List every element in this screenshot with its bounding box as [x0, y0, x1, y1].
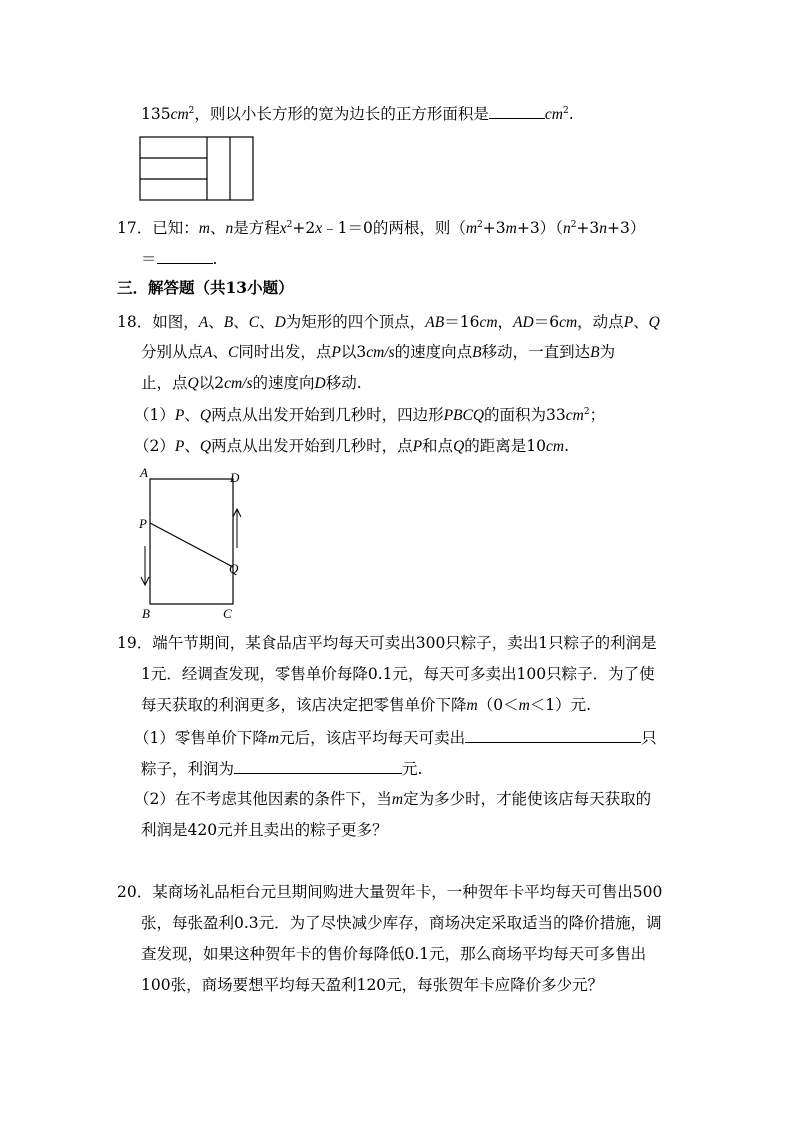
- q19-part1-cont: 粽子，利润为 元.: [141, 760, 423, 778]
- q18-part2: （2）P、Q两点从出发开始到几秒时，点P和点Q的距离是10cm.: [134, 437, 570, 455]
- section-title: 三．解答题（共13小题）: [117, 278, 294, 297]
- answer-blank[interactable]: [489, 103, 545, 119]
- q17-line2: ＝ .: [141, 250, 218, 268]
- q18-part1: （1）P、Q两点从出发开始到几秒时，四边形PBCQ的面积为$33cm^2$；: [134, 406, 606, 424]
- label-c: C: [223, 606, 232, 621]
- q19-part2-cont: 利润是420元并且卖出的粽子更多？: [141, 821, 388, 839]
- q19-line2: 1元．经调查发现，零售单价每降0.1元，每天可多卖出100只粽子．为了使: [141, 665, 655, 683]
- answer-blank[interactable]: [234, 758, 402, 774]
- q18-line3: 止，点Q以2cm/s的速度向D移动.: [141, 374, 362, 392]
- q18-line1: 18．如图，A、B、C、D为矩形的四个顶点，AB＝16cm，AD＝6cm，动点P、Q: [117, 313, 660, 331]
- q19-part2: （2）在不考虑其他因素的条件下，当m定为多少时，才能使该店每天获取的: [134, 790, 652, 808]
- q20-line1: 20．某商场礼品柜台元旦期间购进大量贺年卡，一种贺年卡平均每天可售出500: [117, 883, 663, 901]
- q17-line1: 17．已知：m、n是方程$x^2+2x﹣1=0$的两根，则$(m^2+3m+3)(n^2+3n+3)$: [117, 219, 646, 237]
- label-q: Q: [229, 561, 239, 576]
- label-d: D: [230, 470, 240, 485]
- q20-line4: 100张，商场要想平均每天盈利120元，每张贺年卡应降价多少元？: [141, 976, 604, 994]
- label-p: P: [139, 516, 147, 531]
- label-b: B: [142, 606, 150, 621]
- rectangle-figure-q16: [139, 136, 255, 202]
- label-a: A: [140, 466, 148, 480]
- rectangle-abcd-figure: [136, 466, 246, 622]
- answer-blank[interactable]: [157, 248, 213, 264]
- q20-line2: 张，每张盈利0.3元．为了尽快减少库存，商场决定采取适当的降价措施，调: [141, 914, 662, 932]
- answer-blank[interactable]: [465, 727, 641, 743]
- q19-part1: （1）零售单价下降m元后，该店平均每天可卖出 只: [134, 729, 657, 747]
- q18-line2: 分别从点A、C同时出发，点P以3cm/s的速度向点B移动，一直到达B为: [141, 343, 616, 361]
- q19-line3: 每天获取的利润更多，该店决定把零售单价下降m（0＜m＜1）元.: [141, 696, 592, 714]
- q19-line1: 19．端午节期间，某食品店平均每天可卖出300只粽子，卖出1只粽子的利润是: [117, 634, 657, 652]
- q20-line3: 查发现，如果这种贺年卡的售价每降低0.1元，那么商场平均每天可多售出: [141, 945, 647, 963]
- q16-tail-line: $135cm^2$，则以小长方形的宽为边长的正方形面积是 $cm^2$.: [141, 105, 574, 123]
